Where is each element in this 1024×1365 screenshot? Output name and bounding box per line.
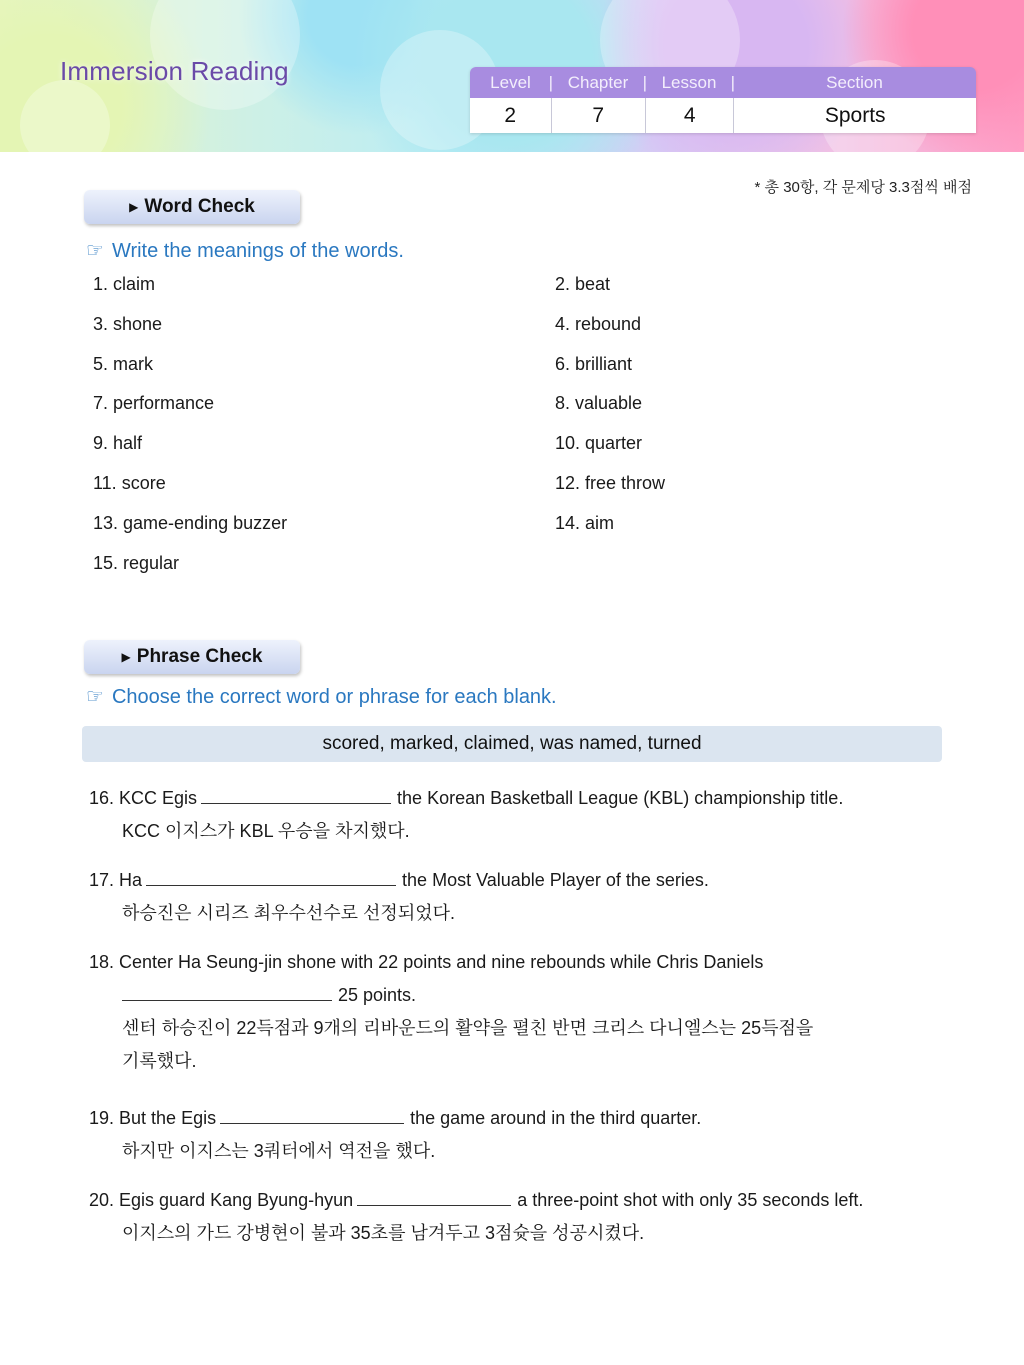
pointing-hand-icon: ☞ xyxy=(86,686,104,708)
question-16-korean: KCC 이지스가 KBL 우승을 차지했다. xyxy=(122,821,410,841)
word-item: 13. game-ending buzzer xyxy=(93,512,288,533)
phrase-check-instruction-text: Choose the correct word or phrase for each blank. xyxy=(111,686,557,708)
question-17-english xyxy=(89,864,949,897)
word-item: 8. valuable xyxy=(555,393,643,414)
word-row xyxy=(93,513,813,553)
word-row xyxy=(93,274,813,314)
lesson-value: 4 xyxy=(646,98,734,133)
decorative-bubble xyxy=(150,0,300,110)
word-item: 12. free throw xyxy=(555,472,666,493)
question-19-suffix: the game around in the third quarter. xyxy=(410,1108,702,1128)
word-item: 1. claim xyxy=(93,274,156,294)
question-18-korean-1: 센터 하승진이 22득점과 9개의 리바운드의 활약을 펼친 반면 크리스 다니엘스는 25득점을 xyxy=(122,1018,814,1038)
word-row xyxy=(93,314,813,354)
question-18-line2 xyxy=(89,979,949,1012)
question-17-suffix: the Most Valuable Player of the series. xyxy=(402,870,709,890)
word-check-instruction-text: Write the meanings of the words. xyxy=(111,240,404,262)
word-item: 2. beat xyxy=(555,274,611,294)
word-row xyxy=(93,553,813,593)
word-item: 11. score xyxy=(93,472,166,493)
word-item: 9. half xyxy=(93,433,143,454)
phrase-check-title: Phrase Check xyxy=(136,646,263,667)
question-19-english xyxy=(89,1102,949,1135)
lesson-info-header xyxy=(470,67,976,98)
question-20-english xyxy=(89,1184,949,1217)
word-row xyxy=(93,433,813,473)
word-check-heading xyxy=(84,190,300,224)
header-level: Level | xyxy=(470,67,551,98)
level-value: 2 xyxy=(470,98,552,133)
header-section: Section xyxy=(826,72,883,92)
question-19-prefix: 19. But the Egis xyxy=(89,1108,217,1128)
question-20-suffix: a three-point shot with only 35 seconds left. xyxy=(517,1190,864,1210)
section-value: Sports xyxy=(824,103,886,127)
question-19-korean: 하지만 이지스는 3쿼터에서 역전을 했다. xyxy=(122,1141,436,1161)
answer-blank[interactable] xyxy=(146,871,396,886)
answer-blank[interactable] xyxy=(220,1109,404,1124)
triangle-right-icon: ▶ xyxy=(129,200,139,214)
word-item: 15. regular xyxy=(93,552,180,573)
word-item: 5. mark xyxy=(93,353,154,374)
phrase-check-instruction xyxy=(86,684,557,709)
question-17-korean: 하승진은 시리즈 최우수선수로 선정되었다. xyxy=(122,903,455,923)
question-19 xyxy=(89,1102,949,1168)
question-20-prefix: 20. Egis guard Kang Byung-hyun xyxy=(89,1190,354,1210)
word-list xyxy=(93,274,813,592)
word-item: 10. quarter xyxy=(555,433,643,454)
answer-blank[interactable] xyxy=(201,789,391,804)
question-18-korean-2: 기록했다. xyxy=(122,1051,197,1071)
lesson-info-table xyxy=(470,67,976,133)
triangle-right-icon: ▶ xyxy=(121,650,131,664)
question-16 xyxy=(89,782,949,848)
word-row xyxy=(93,473,813,513)
question-16-prefix: 16. KCC Egis xyxy=(89,788,198,808)
word-bank: scored, marked, claimed, was named, turned xyxy=(82,726,942,762)
question-18 xyxy=(89,946,949,1078)
answer-blank[interactable] xyxy=(357,1191,511,1206)
question-20-korean: 이지스의 가드 강병현이 불과 35초를 남겨두고 3점슛을 성공시켰다. xyxy=(122,1223,645,1243)
score-note: * 총 30항, 각 문제당 3.3점씩 배점 xyxy=(754,179,972,196)
question-18-suffix: 25 points. xyxy=(338,985,417,1005)
answer-blank[interactable] xyxy=(122,986,332,1001)
word-row xyxy=(93,393,813,433)
question-17 xyxy=(89,864,949,930)
header-lesson: Lesson | xyxy=(645,67,733,98)
chapter-value: 7 xyxy=(552,98,646,133)
question-18-line1: 18. Center Ha Seung-jin shone with 22 points and nine rebounds while Chris Daniels xyxy=(89,952,764,972)
word-row xyxy=(93,354,813,394)
app-title: Immersion Reading xyxy=(60,56,289,86)
word-item: 6. brilliant xyxy=(555,353,633,374)
header-chapter: Chapter | xyxy=(551,67,645,98)
header-banner xyxy=(0,0,1024,152)
lesson-info-values xyxy=(470,98,976,133)
phrase-check-heading xyxy=(84,640,300,674)
question-20 xyxy=(89,1184,949,1250)
decorative-bubble xyxy=(20,80,110,152)
word-check-instruction xyxy=(86,238,404,263)
word-item: 3. shone xyxy=(93,313,163,334)
question-16-english xyxy=(89,782,949,815)
question-16-suffix: the Korean Basketball League (KBL) championship title. xyxy=(397,788,844,808)
word-item: 7. performance xyxy=(93,393,215,414)
question-17-prefix: 17. Ha xyxy=(89,870,143,890)
pointing-hand-icon: ☞ xyxy=(86,240,104,262)
word-item: 4. rebound xyxy=(555,313,642,334)
word-check-title: Word Check xyxy=(144,196,255,217)
word-item: 14. aim xyxy=(555,512,615,533)
